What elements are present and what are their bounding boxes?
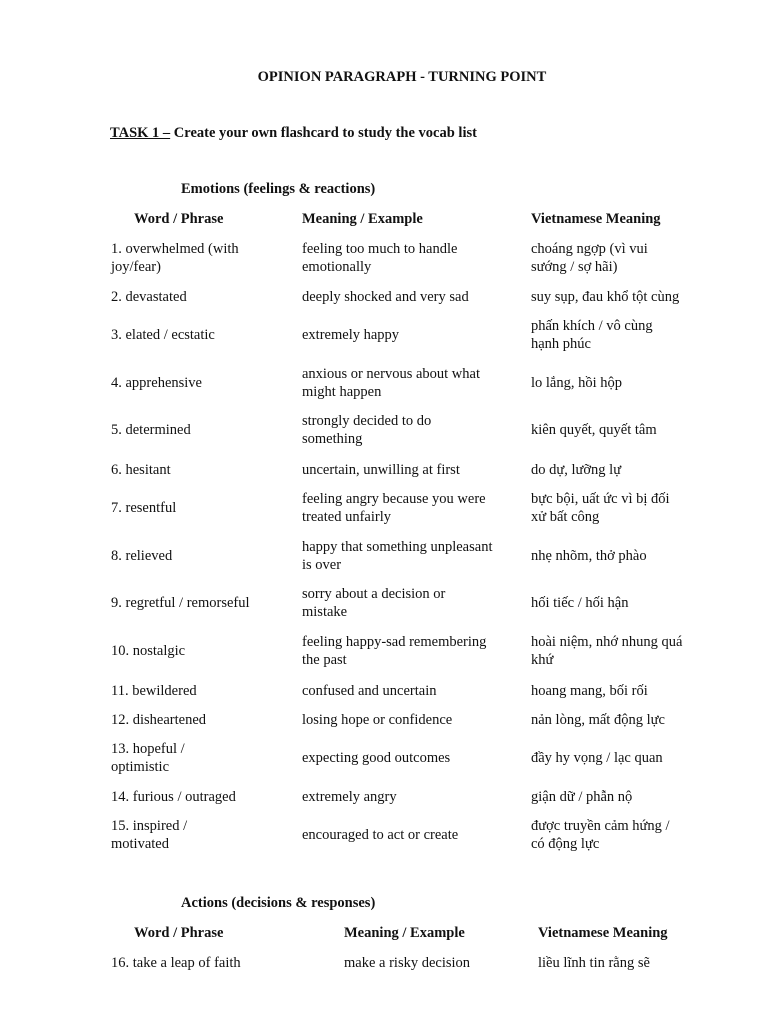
cell-vietnamese-text: lo lắng, hồi hộp: [531, 375, 623, 391]
cell-vietnamese: [531, 538, 731, 574]
section-heading-emotions: Emotions (feelings & reactions): [181, 181, 376, 197]
cell-word-text: 9. regretful / remorseful: [111, 595, 250, 611]
task-label: TASK 1 –: [110, 125, 171, 141]
table-row: [0, 740, 768, 776]
cell-word-text: 13. hopeful / optimistic: [111, 741, 185, 775]
cell-meaning-text: losing hope or confidence: [302, 712, 453, 728]
cell-word: [111, 817, 296, 853]
cell-meaning-text: confused and uncertain: [302, 683, 437, 699]
cell-word-text: 5. determined: [111, 422, 191, 438]
cell-vietnamese-text: nhẹ nhõm, thở phào: [531, 548, 647, 564]
cell-meaning: [302, 365, 522, 401]
cell-word-text: 8. relieved: [111, 548, 173, 564]
cell-word-text: 7. resentful: [111, 500, 177, 516]
cell-meaning-text: expecting good outcomes: [302, 750, 451, 766]
cell-vietnamese: [531, 490, 731, 526]
section-heading-actions: Actions (decisions & responses): [181, 895, 376, 911]
cell-vietnamese: [531, 633, 731, 669]
cell-vietnamese-text: hoài niệm, nhớ nhung quá khứ: [531, 634, 683, 668]
cell-word: [111, 711, 296, 729]
cell-word-text: 16. take a leap of faith: [111, 955, 241, 971]
table-row: [0, 538, 768, 574]
cell-word-text: 2. devastated: [111, 289, 187, 305]
cell-vietnamese-text: suy sụp, đau khổ tột cùng: [531, 289, 680, 305]
cell-vietnamese: [531, 412, 731, 448]
table-row: [0, 365, 768, 401]
cell-word: [111, 633, 296, 669]
cell-vietnamese: [531, 317, 731, 353]
cell-meaning-text: encouraged to act or create: [302, 827, 459, 843]
cell-word: [111, 412, 296, 448]
cell-meaning: [344, 954, 534, 972]
cell-meaning: [302, 682, 522, 700]
cell-word: [111, 365, 296, 401]
cell-meaning: [302, 240, 522, 276]
cell-vietnamese-text: do dự, lưỡng lự: [531, 462, 622, 478]
cell-vietnamese-text: liều lĩnh tin rằng sẽ: [538, 955, 650, 971]
cell-word-text: 4. apprehensive: [111, 375, 202, 391]
cell-meaning-text: extremely angry: [302, 789, 397, 805]
table-row: [0, 954, 768, 972]
cell-meaning: [302, 288, 522, 306]
cell-meaning: [302, 585, 522, 621]
cell-vietnamese: [531, 461, 731, 479]
cell-vietnamese-text: giận dữ / phẫn nộ: [531, 789, 633, 805]
cell-word: [111, 740, 296, 776]
table-row: [0, 461, 768, 479]
cell-vietnamese: [531, 711, 731, 729]
cell-vietnamese: [531, 817, 731, 853]
table-row: [0, 240, 768, 276]
cell-word: [111, 538, 296, 574]
cell-vietnamese-text: được truyền cảm hứng / có động lực: [531, 818, 670, 852]
column-header-vietnamese: Vietnamese Meaning: [538, 925, 668, 941]
cell-word: [111, 317, 296, 353]
cell-vietnamese: [531, 788, 731, 806]
cell-vietnamese: [531, 288, 731, 306]
cell-meaning-text: feeling happy-sad remembering the past: [302, 634, 487, 668]
cell-word: [111, 288, 296, 306]
cell-vietnamese: [531, 682, 731, 700]
column-header-meaning: Meaning / Example: [344, 925, 465, 941]
cell-meaning: [302, 461, 522, 479]
table-row: [0, 682, 768, 700]
cell-word-text: 12. disheartened: [111, 712, 207, 728]
cell-vietnamese-text: đầy hy vọng / lạc quan: [531, 750, 663, 766]
cell-word-text: 1. overwhelmed (with joy/fear): [111, 241, 239, 275]
cell-vietnamese-text: bực bội, uất ức vì bị đối xử bất công: [531, 491, 670, 525]
cell-meaning: [302, 412, 522, 448]
cell-vietnamese-text: choáng ngợp (vì vui sướng / sợ hãi): [531, 241, 648, 275]
cell-meaning-text: uncertain, unwilling at first: [302, 462, 460, 478]
cell-meaning-text: feeling too much to handle emotionally: [302, 241, 458, 275]
cell-word: [111, 240, 296, 276]
cell-vietnamese-text: kiên quyết, quyết tâm: [531, 422, 657, 438]
cell-meaning: [302, 711, 522, 729]
cell-word-text: 3. elated / ecstatic: [111, 327, 215, 343]
cell-meaning: [302, 788, 522, 806]
cell-vietnamese: [531, 585, 731, 621]
table-row: [0, 817, 768, 853]
cell-meaning: [302, 490, 522, 526]
cell-meaning: [302, 817, 522, 853]
cell-meaning-text: feeling angry because you were treated unfairly: [302, 491, 486, 525]
table-row: [0, 412, 768, 448]
cell-word: [111, 585, 296, 621]
column-header-meaning: Meaning / Example: [302, 211, 423, 227]
cell-word-text: 15. inspired / motivated: [111, 818, 188, 852]
cell-vietnamese-text: hối tiếc / hối hận: [531, 595, 629, 611]
cell-meaning-text: extremely happy: [302, 327, 400, 343]
document-title: OPINION PARAGRAPH - TURNING POINT: [257, 69, 547, 85]
task-instruction: [110, 124, 477, 142]
cell-word: [111, 490, 296, 526]
cell-meaning-text: strongly decided to do something: [302, 413, 432, 447]
table-row: [0, 317, 768, 353]
cell-vietnamese: [531, 740, 731, 776]
cell-meaning: [302, 633, 522, 669]
column-header-vietnamese: Vietnamese Meaning: [531, 211, 661, 227]
table-row: [0, 788, 768, 806]
column-header-word: Word / Phrase: [134, 211, 224, 227]
cell-word: [111, 461, 296, 479]
cell-meaning-text: deeply shocked and very sad: [302, 289, 469, 305]
cell-word: [111, 954, 296, 972]
cell-meaning-text: anxious or nervous about what might happen: [302, 366, 480, 400]
cell-word-text: 14. furious / outraged: [111, 789, 236, 805]
cell-meaning: [302, 317, 522, 353]
task-text: Create your own flashcard to study the vocab list: [170, 125, 477, 141]
cell-meaning-text: sorry about a decision or mistake: [302, 586, 446, 620]
table-row: [0, 490, 768, 526]
cell-vietnamese: [531, 365, 731, 401]
cell-vietnamese-text: hoang mang, bối rối: [531, 683, 648, 699]
cell-meaning-text: make a risky decision: [344, 955, 471, 971]
cell-meaning: [302, 740, 522, 776]
cell-vietnamese-text: phấn khích / vô cùng hạnh phúc: [531, 318, 653, 352]
column-header-word: Word / Phrase: [134, 925, 224, 941]
table-row: [0, 288, 768, 306]
cell-vietnamese-text: nản lòng, mất động lực: [531, 712, 665, 728]
table-row: [0, 633, 768, 669]
cell-word-text: 11. bewildered: [111, 683, 197, 699]
cell-meaning: [302, 538, 522, 574]
cell-word: [111, 788, 296, 806]
table-row: [0, 711, 768, 729]
cell-word: [111, 682, 296, 700]
cell-word-text: 10. nostalgic: [111, 643, 186, 659]
cell-meaning-text: happy that something unpleasant is over: [302, 539, 493, 573]
cell-word-text: 6. hesitant: [111, 462, 171, 478]
table-row: [0, 585, 768, 621]
cell-vietnamese: [531, 240, 731, 276]
cell-vietnamese: [538, 954, 738, 972]
